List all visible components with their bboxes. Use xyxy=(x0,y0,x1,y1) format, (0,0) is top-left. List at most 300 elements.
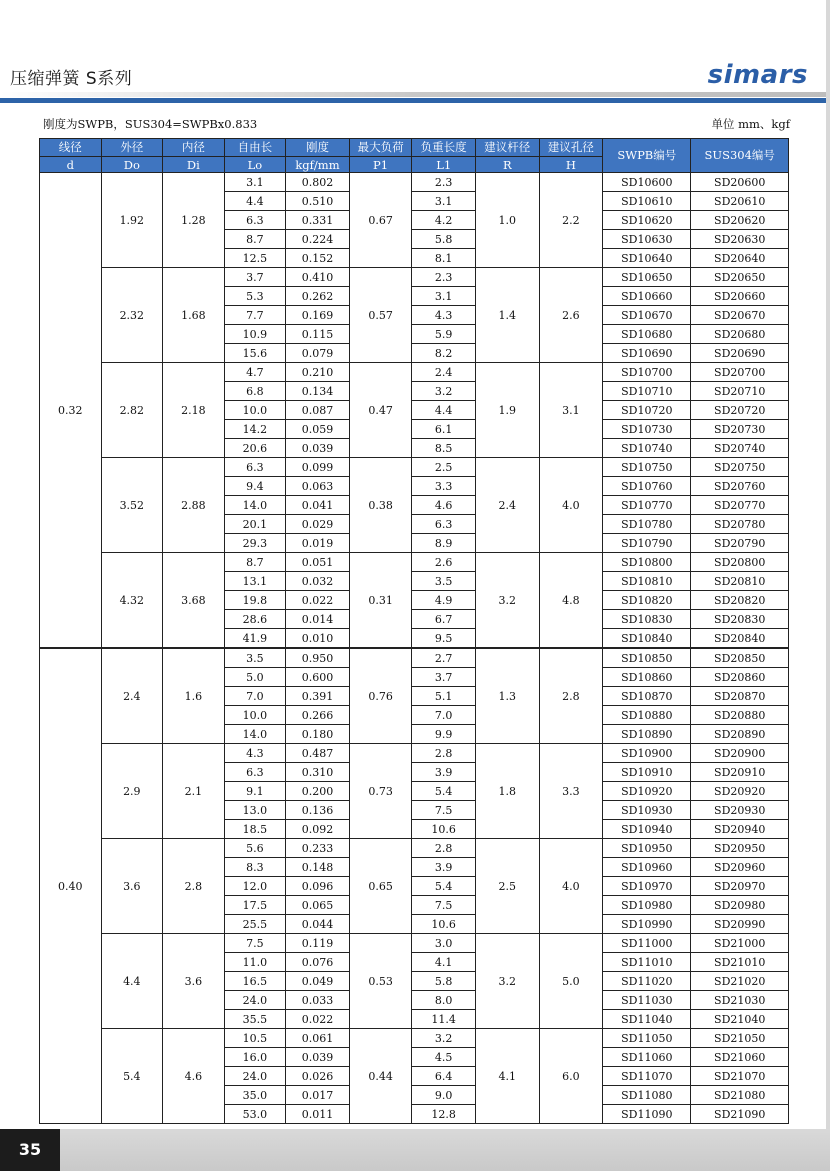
free-length-cell: 41.9 xyxy=(224,629,286,649)
load-length-cell: 4.6 xyxy=(412,496,476,515)
stiffness-cell: 0.180 xyxy=(286,725,350,744)
column-header: 外径 xyxy=(101,139,163,157)
table-row xyxy=(40,744,789,763)
stiffness-cell: 0.200 xyxy=(286,782,350,801)
inner-diameter-cell: 2.1 xyxy=(163,744,225,839)
stiffness-cell: 0.049 xyxy=(286,972,350,991)
swpb-code-cell: SD10630 xyxy=(603,230,691,249)
free-length-cell: 4.3 xyxy=(224,744,286,763)
load-length-cell: 4.2 xyxy=(412,211,476,230)
load-length-cell: 3.5 xyxy=(412,572,476,591)
stiffness-cell: 0.169 xyxy=(286,306,350,325)
stiffness-cell: 0.041 xyxy=(286,496,350,515)
stiffness-cell: 0.087 xyxy=(286,401,350,420)
stiffness-cell: 0.224 xyxy=(286,230,350,249)
hole-diameter-cell: 3.1 xyxy=(539,363,603,458)
free-length-cell: 24.0 xyxy=(224,991,286,1010)
table-row xyxy=(40,268,789,287)
load-length-cell: 5.8 xyxy=(412,972,476,991)
free-length-cell: 14.0 xyxy=(224,496,286,515)
stiffness-cell: 0.310 xyxy=(286,763,350,782)
sus304-code-cell: SD20810 xyxy=(691,572,789,591)
sus304-code-cell: SD20820 xyxy=(691,591,789,610)
sus304-code-cell: SD21060 xyxy=(691,1048,789,1067)
stiffness-cell: 0.059 xyxy=(286,420,350,439)
column-subheader: P1 xyxy=(349,157,412,173)
swpb-code-cell: SD11090 xyxy=(603,1105,691,1124)
spring-spec-table xyxy=(39,138,789,1124)
load-length-cell: 2.3 xyxy=(412,268,476,287)
page-number: 35 xyxy=(0,1129,60,1171)
sus304-code-cell: SD20950 xyxy=(691,839,789,858)
sus304-code-cell: SD20710 xyxy=(691,382,789,401)
stiffness-cell: 0.096 xyxy=(286,877,350,896)
stiffness-cell: 0.026 xyxy=(286,1067,350,1086)
max-load-cell: 0.76 xyxy=(349,648,412,744)
free-length-cell: 9.4 xyxy=(224,477,286,496)
rod-diameter-cell: 3.2 xyxy=(475,553,539,649)
sus304-code-cell: SD20930 xyxy=(691,801,789,820)
free-length-cell: 8.7 xyxy=(224,230,286,249)
page-title: 压缩弹簧 S系列 xyxy=(10,69,133,89)
sus304-code-cell: SD21080 xyxy=(691,1086,789,1105)
column-subheader: L1 xyxy=(412,157,476,173)
swpb-code-cell: SD10600 xyxy=(603,173,691,192)
swpb-code-cell: SD10810 xyxy=(603,572,691,591)
max-load-cell: 0.44 xyxy=(349,1029,412,1124)
load-length-cell: 3.7 xyxy=(412,668,476,687)
sus304-code-cell: SD20730 xyxy=(691,420,789,439)
free-length-cell: 29.3 xyxy=(224,534,286,553)
max-load-cell: 0.47 xyxy=(349,363,412,458)
inner-diameter-cell: 1.68 xyxy=(163,268,225,363)
inner-diameter-cell: 3.6 xyxy=(163,934,225,1029)
stiffness-cell: 0.331 xyxy=(286,211,350,230)
swpb-code-cell: SD10750 xyxy=(603,458,691,477)
swpb-code-cell: SD11030 xyxy=(603,991,691,1010)
stiffness-cell: 0.033 xyxy=(286,991,350,1010)
swpb-code-cell: SD10910 xyxy=(603,763,691,782)
swpb-code-cell: SD10850 xyxy=(603,648,691,668)
swpb-code-cell: SD10950 xyxy=(603,839,691,858)
sus304-code-cell: SD20830 xyxy=(691,610,789,629)
swpb-code-cell: SD10820 xyxy=(603,591,691,610)
sus304-code-cell: SD20800 xyxy=(691,553,789,572)
column-header: 内径 xyxy=(163,139,225,157)
swpb-code-cell: SD10740 xyxy=(603,439,691,458)
free-length-cell: 20.1 xyxy=(224,515,286,534)
swpb-code-cell: SD10680 xyxy=(603,325,691,344)
swpb-code-cell: SD10640 xyxy=(603,249,691,268)
swpb-code-cell: SD10920 xyxy=(603,782,691,801)
stiffness-cell: 0.136 xyxy=(286,801,350,820)
swpb-code-cell: SD10670 xyxy=(603,306,691,325)
hole-diameter-cell: 4.0 xyxy=(539,839,603,934)
load-length-cell: 4.1 xyxy=(412,953,476,972)
swpb-code-cell: SD10720 xyxy=(603,401,691,420)
sus304-code-cell: SD20850 xyxy=(691,648,789,668)
sus304-code-cell: SD21050 xyxy=(691,1029,789,1048)
stiffness-cell: 0.391 xyxy=(286,687,350,706)
inner-diameter-cell: 1.6 xyxy=(163,648,225,744)
swpb-code-cell: SD10800 xyxy=(603,553,691,572)
sus304-code-cell: SD20880 xyxy=(691,706,789,725)
brand-logo: simars xyxy=(707,60,808,90)
load-length-cell: 5.8 xyxy=(412,230,476,249)
free-length-cell: 16.0 xyxy=(224,1048,286,1067)
sus304-code-cell: SD20740 xyxy=(691,439,789,458)
free-length-cell: 15.6 xyxy=(224,344,286,363)
swpb-code-cell: SD10840 xyxy=(603,629,691,649)
swpb-code-cell: SD11020 xyxy=(603,972,691,991)
stiffness-cell: 0.079 xyxy=(286,344,350,363)
load-length-cell: 2.6 xyxy=(412,553,476,572)
load-length-cell: 3.2 xyxy=(412,382,476,401)
swpb-code-cell: SD10660 xyxy=(603,287,691,306)
rod-diameter-cell: 2.4 xyxy=(475,458,539,553)
stiffness-cell: 0.148 xyxy=(286,858,350,877)
swpb-code-cell: SD11070 xyxy=(603,1067,691,1086)
sus304-code-cell: SD20680 xyxy=(691,325,789,344)
sus304-code-cell: SD20760 xyxy=(691,477,789,496)
table-body xyxy=(40,173,789,1124)
sus304-code-cell: SD20720 xyxy=(691,401,789,420)
max-load-cell: 0.57 xyxy=(349,268,412,363)
stiffness-cell: 0.266 xyxy=(286,706,350,725)
load-length-cell: 3.9 xyxy=(412,763,476,782)
sus304-code-cell: SD20910 xyxy=(691,763,789,782)
outer-diameter-cell: 2.82 xyxy=(101,363,163,458)
swpb-code-cell: SD11010 xyxy=(603,953,691,972)
sus304-code-cell: SD20890 xyxy=(691,725,789,744)
sus304-code-cell: SD21010 xyxy=(691,953,789,972)
free-length-cell: 11.0 xyxy=(224,953,286,972)
free-length-cell: 19.8 xyxy=(224,591,286,610)
sus304-code-cell: SD20690 xyxy=(691,344,789,363)
free-length-cell: 53.0 xyxy=(224,1105,286,1124)
column-header: 刚度 xyxy=(286,139,350,157)
stiffness-cell: 0.061 xyxy=(286,1029,350,1048)
max-load-cell: 0.38 xyxy=(349,458,412,553)
load-length-cell: 7.5 xyxy=(412,896,476,915)
stiffness-cell: 0.119 xyxy=(286,934,350,953)
stiffness-cell: 0.233 xyxy=(286,839,350,858)
free-length-cell: 3.7 xyxy=(224,268,286,287)
load-length-cell: 3.1 xyxy=(412,287,476,306)
hole-diameter-cell: 2.2 xyxy=(539,173,603,268)
sus304-code-cell: SD21000 xyxy=(691,934,789,953)
swpb-code-cell: SD10710 xyxy=(603,382,691,401)
load-length-cell: 6.4 xyxy=(412,1067,476,1086)
column-subheader: d xyxy=(40,157,102,173)
stiffness-cell: 0.092 xyxy=(286,820,350,839)
header-gray-rule xyxy=(0,92,830,97)
swpb-code-cell: SD11040 xyxy=(603,1010,691,1029)
inner-diameter-cell: 2.18 xyxy=(163,363,225,458)
swpb-code-cell: SD10970 xyxy=(603,877,691,896)
free-length-cell: 14.2 xyxy=(224,420,286,439)
stiffness-cell: 0.011 xyxy=(286,1105,350,1124)
stiffness-cell: 0.950 xyxy=(286,648,350,668)
sus304-code-cell: SD20700 xyxy=(691,363,789,382)
column-header: SUS304编号 xyxy=(691,139,789,173)
max-load-cell: 0.67 xyxy=(349,173,412,268)
stiffness-cell: 0.022 xyxy=(286,1010,350,1029)
free-length-cell: 7.7 xyxy=(224,306,286,325)
column-header: SWPB编号 xyxy=(603,139,691,173)
sus304-code-cell: SD20790 xyxy=(691,534,789,553)
column-subheader: H xyxy=(539,157,603,173)
stiffness-cell: 0.029 xyxy=(286,515,350,534)
swpb-code-cell: SD10690 xyxy=(603,344,691,363)
table-row xyxy=(40,363,789,382)
outer-diameter-cell: 1.92 xyxy=(101,173,163,268)
outer-diameter-cell: 4.32 xyxy=(101,553,163,649)
table-row xyxy=(40,1029,789,1048)
sus304-code-cell: SD20660 xyxy=(691,287,789,306)
free-length-cell: 14.0 xyxy=(224,725,286,744)
column-subheader: Lo xyxy=(224,157,286,173)
inner-diameter-cell: 1.28 xyxy=(163,173,225,268)
load-length-cell: 6.3 xyxy=(412,515,476,534)
load-length-cell: 10.6 xyxy=(412,915,476,934)
sus304-code-cell: SD20920 xyxy=(691,782,789,801)
load-length-cell: 3.2 xyxy=(412,1029,476,1048)
sus304-code-cell: SD20780 xyxy=(691,515,789,534)
rod-diameter-cell: 1.4 xyxy=(475,268,539,363)
load-length-cell: 3.3 xyxy=(412,477,476,496)
stiffness-cell: 0.487 xyxy=(286,744,350,763)
stiffness-cell: 0.134 xyxy=(286,382,350,401)
load-length-cell: 8.0 xyxy=(412,991,476,1010)
sus304-code-cell: SD21040 xyxy=(691,1010,789,1029)
stiffness-cell: 0.017 xyxy=(286,1086,350,1105)
rod-diameter-cell: 1.0 xyxy=(475,173,539,268)
page-header xyxy=(0,0,830,108)
column-subheader: R xyxy=(475,157,539,173)
swpb-code-cell: SD10830 xyxy=(603,610,691,629)
load-length-cell: 3.0 xyxy=(412,934,476,953)
swpb-code-cell: SD10790 xyxy=(603,534,691,553)
free-length-cell: 5.3 xyxy=(224,287,286,306)
stiffness-cell: 0.019 xyxy=(286,534,350,553)
stiffness-cell: 0.032 xyxy=(286,572,350,591)
outer-diameter-cell: 2.4 xyxy=(101,648,163,744)
stiffness-cell: 0.510 xyxy=(286,192,350,211)
free-length-cell: 12.5 xyxy=(224,249,286,268)
load-length-cell: 4.9 xyxy=(412,591,476,610)
footer-bar xyxy=(0,1129,830,1171)
hole-diameter-cell: 3.3 xyxy=(539,744,603,839)
stiffness-cell: 0.044 xyxy=(286,915,350,934)
load-length-cell: 6.1 xyxy=(412,420,476,439)
stiffness-cell: 0.076 xyxy=(286,953,350,972)
load-length-cell: 2.8 xyxy=(412,839,476,858)
free-length-cell: 12.0 xyxy=(224,877,286,896)
free-length-cell: 10.5 xyxy=(224,1029,286,1048)
load-length-cell: 2.7 xyxy=(412,648,476,668)
sus304-code-cell: SD20900 xyxy=(691,744,789,763)
swpb-code-cell: SD10870 xyxy=(603,687,691,706)
column-subheader: kgf/mm xyxy=(286,157,350,173)
table-row xyxy=(40,553,789,572)
swpb-code-cell: SD10990 xyxy=(603,915,691,934)
page-edge xyxy=(826,0,830,1171)
rod-diameter-cell: 1.3 xyxy=(475,648,539,744)
stiffness-cell: 0.022 xyxy=(286,591,350,610)
stiffness-cell: 0.051 xyxy=(286,553,350,572)
stiffness-cell: 0.152 xyxy=(286,249,350,268)
outer-diameter-cell: 2.9 xyxy=(101,744,163,839)
sus304-code-cell: SD20610 xyxy=(691,192,789,211)
swpb-code-cell: SD10860 xyxy=(603,668,691,687)
load-length-cell: 2.5 xyxy=(412,458,476,477)
column-header: 负重长度 xyxy=(412,139,476,157)
stiffness-cell: 0.065 xyxy=(286,896,350,915)
load-length-cell: 8.1 xyxy=(412,249,476,268)
rod-diameter-cell: 4.1 xyxy=(475,1029,539,1124)
free-length-cell: 6.3 xyxy=(224,211,286,230)
stiffness-cell: 0.262 xyxy=(286,287,350,306)
column-header: 建议孔径 xyxy=(539,139,603,157)
unit-note: 单位 mm、kgf xyxy=(711,117,790,131)
free-length-cell: 10.0 xyxy=(224,706,286,725)
hole-diameter-cell: 2.6 xyxy=(539,268,603,363)
free-length-cell: 5.6 xyxy=(224,839,286,858)
swpb-code-cell: SD10880 xyxy=(603,706,691,725)
sus304-code-cell: SD20940 xyxy=(691,820,789,839)
sus304-code-cell: SD20870 xyxy=(691,687,789,706)
sus304-code-cell: SD20990 xyxy=(691,915,789,934)
swpb-code-cell: SD10940 xyxy=(603,820,691,839)
outer-diameter-cell: 5.4 xyxy=(101,1029,163,1124)
free-length-cell: 5.0 xyxy=(224,668,286,687)
stiffness-cell: 0.115 xyxy=(286,325,350,344)
sus304-code-cell: SD20980 xyxy=(691,896,789,915)
load-length-cell: 5.9 xyxy=(412,325,476,344)
load-length-cell: 2.4 xyxy=(412,363,476,382)
load-length-cell: 4.4 xyxy=(412,401,476,420)
rod-diameter-cell: 1.8 xyxy=(475,744,539,839)
hole-diameter-cell: 6.0 xyxy=(539,1029,603,1124)
swpb-code-cell: SD10700 xyxy=(603,363,691,382)
swpb-code-cell: SD11080 xyxy=(603,1086,691,1105)
free-length-cell: 16.5 xyxy=(224,972,286,991)
sus304-code-cell: SD21020 xyxy=(691,972,789,991)
column-header: 最大负荷 xyxy=(349,139,412,157)
free-length-cell: 18.5 xyxy=(224,820,286,839)
swpb-code-cell: SD10760 xyxy=(603,477,691,496)
swpb-code-cell: SD10770 xyxy=(603,496,691,515)
stiffness-cell: 0.600 xyxy=(286,668,350,687)
swpb-code-cell: SD10930 xyxy=(603,801,691,820)
free-length-cell: 9.1 xyxy=(224,782,286,801)
sus304-code-cell: SD20670 xyxy=(691,306,789,325)
stiffness-cell: 0.410 xyxy=(286,268,350,287)
load-length-cell: 3.1 xyxy=(412,192,476,211)
stiffness-cell: 0.802 xyxy=(286,173,350,192)
free-length-cell: 35.5 xyxy=(224,1010,286,1029)
load-length-cell: 3.9 xyxy=(412,858,476,877)
free-length-cell: 25.5 xyxy=(224,915,286,934)
swpb-code-cell: SD10780 xyxy=(603,515,691,534)
sus304-code-cell: SD20600 xyxy=(691,173,789,192)
table-row xyxy=(40,648,789,668)
load-length-cell: 9.9 xyxy=(412,725,476,744)
stiffness-cell: 0.039 xyxy=(286,439,350,458)
free-length-cell: 7.5 xyxy=(224,934,286,953)
outer-diameter-cell: 2.32 xyxy=(101,268,163,363)
sus304-code-cell: SD20640 xyxy=(691,249,789,268)
free-length-cell: 20.6 xyxy=(224,439,286,458)
free-length-cell: 8.7 xyxy=(224,553,286,572)
load-length-cell: 9.0 xyxy=(412,1086,476,1105)
free-length-cell: 4.7 xyxy=(224,363,286,382)
swpb-code-cell: SD10980 xyxy=(603,896,691,915)
free-length-cell: 35.0 xyxy=(224,1086,286,1105)
sus304-code-cell: SD20770 xyxy=(691,496,789,515)
wire-diameter-cell: 0.32 xyxy=(40,173,102,649)
max-load-cell: 0.73 xyxy=(349,744,412,839)
sus304-code-cell: SD20750 xyxy=(691,458,789,477)
stiffness-cell: 0.063 xyxy=(286,477,350,496)
free-length-cell: 6.3 xyxy=(224,763,286,782)
sus304-code-cell: SD21070 xyxy=(691,1067,789,1086)
load-length-cell: 5.4 xyxy=(412,782,476,801)
rod-diameter-cell: 2.5 xyxy=(475,839,539,934)
stiffness-cell: 0.010 xyxy=(286,629,350,649)
column-header: 自由长 xyxy=(224,139,286,157)
inner-diameter-cell: 2.8 xyxy=(163,839,225,934)
free-length-cell: 28.6 xyxy=(224,610,286,629)
load-length-cell: 11.4 xyxy=(412,1010,476,1029)
stiffness-cell: 0.099 xyxy=(286,458,350,477)
inner-diameter-cell: 4.6 xyxy=(163,1029,225,1124)
free-length-cell: 17.5 xyxy=(224,896,286,915)
hole-diameter-cell: 4.0 xyxy=(539,458,603,553)
sus304-code-cell: SD21030 xyxy=(691,991,789,1010)
max-load-cell: 0.53 xyxy=(349,934,412,1029)
outer-diameter-cell: 4.4 xyxy=(101,934,163,1029)
table-row xyxy=(40,839,789,858)
rod-diameter-cell: 3.2 xyxy=(475,934,539,1029)
free-length-cell: 13.1 xyxy=(224,572,286,591)
free-length-cell: 6.3 xyxy=(224,458,286,477)
swpb-code-cell: SD10730 xyxy=(603,420,691,439)
sus304-code-cell: SD20860 xyxy=(691,668,789,687)
swpb-code-cell: SD10650 xyxy=(603,268,691,287)
free-length-cell: 8.3 xyxy=(224,858,286,877)
sus304-code-cell: SD20620 xyxy=(691,211,789,230)
hole-diameter-cell: 4.8 xyxy=(539,553,603,649)
free-length-cell: 24.0 xyxy=(224,1067,286,1086)
load-length-cell: 9.5 xyxy=(412,629,476,649)
sus304-code-cell: SD20970 xyxy=(691,877,789,896)
wire-diameter-cell: 0.40 xyxy=(40,648,102,1124)
free-length-cell: 7.0 xyxy=(224,687,286,706)
swpb-code-cell: SD10890 xyxy=(603,725,691,744)
swpb-code-cell: SD10610 xyxy=(603,192,691,211)
hole-diameter-cell: 5.0 xyxy=(539,934,603,1029)
table-row xyxy=(40,934,789,953)
free-length-cell: 3.1 xyxy=(224,173,286,192)
inner-diameter-cell: 2.88 xyxy=(163,458,225,553)
rod-diameter-cell: 1.9 xyxy=(475,363,539,458)
outer-diameter-cell: 3.52 xyxy=(101,458,163,553)
load-length-cell: 2.3 xyxy=(412,173,476,192)
swpb-code-cell: SD11060 xyxy=(603,1048,691,1067)
sus304-code-cell: SD20960 xyxy=(691,858,789,877)
